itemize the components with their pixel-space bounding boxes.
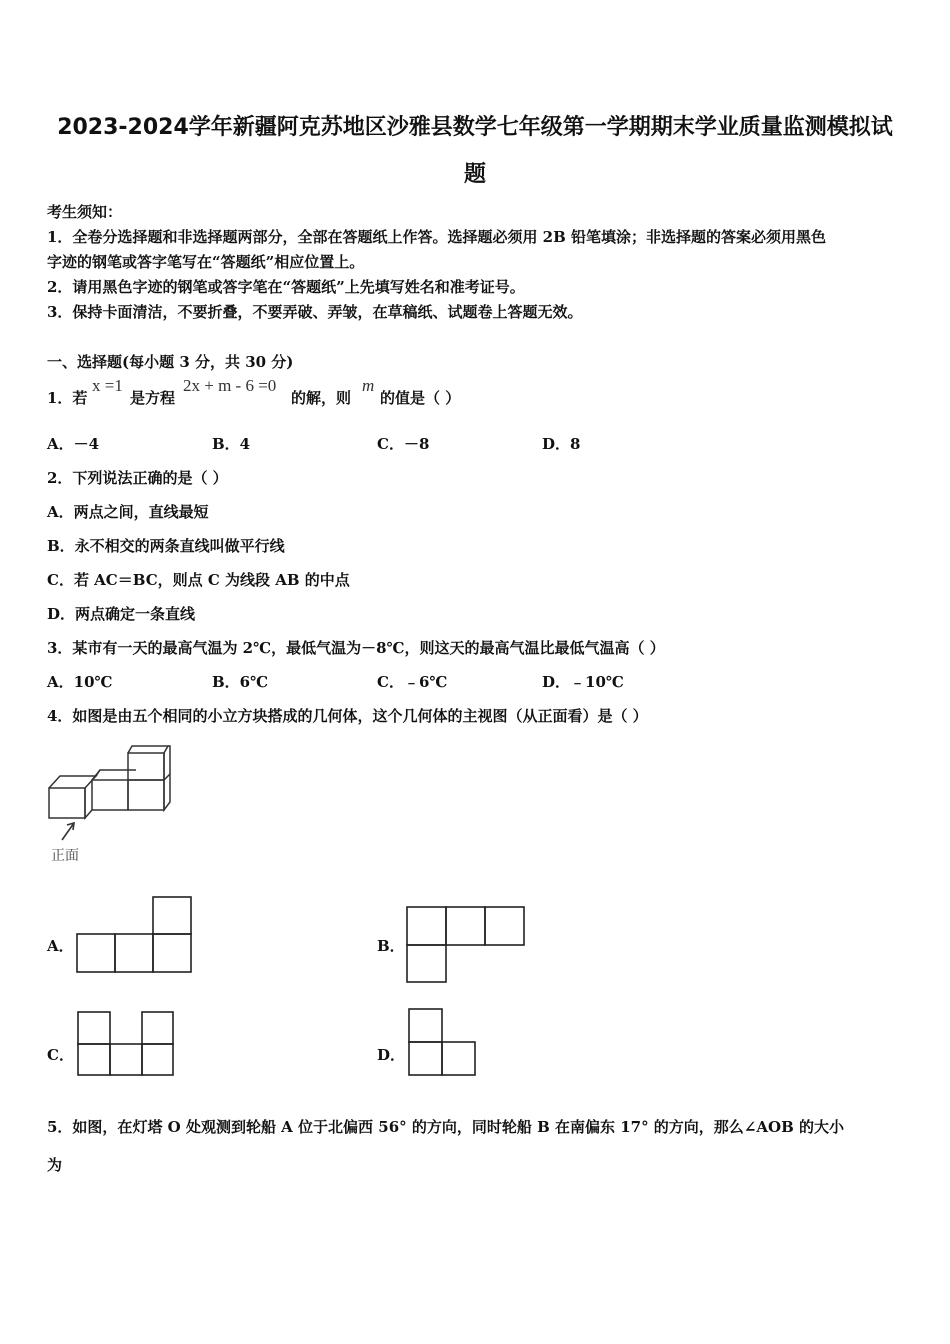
q4-option-b-figure[interactable] xyxy=(405,905,529,985)
q4-option-c-label[interactable]: C． xyxy=(47,1046,74,1064)
front-arrow-icon xyxy=(62,823,74,840)
q3-option-b[interactable]: B．6℃ xyxy=(212,673,269,691)
q1-option-c[interactable]: C．－8 xyxy=(377,435,430,453)
q2-option-a[interactable]: A．两点之间，直线最短 xyxy=(47,503,209,521)
section-heading: 一、选择题(每小题 3 分，共 30 分) xyxy=(47,353,294,371)
q3-option-d[interactable]: D．﹣10℃ xyxy=(542,673,624,691)
q3-option-a[interactable]: A．10℃ xyxy=(47,673,113,691)
notice-heading: 考生须知： xyxy=(47,203,123,221)
q1-mid: 是方程 xyxy=(130,389,176,407)
q4-option-d-figure[interactable] xyxy=(407,1007,479,1079)
q4-stem: 4．如图是由五个相同的小立方块搭成的几何体，这个几何体的主视图（从正面看）是（ ） xyxy=(47,707,648,725)
q2-option-b[interactable]: B．永不相交的两条直线叫做平行线 xyxy=(47,537,285,555)
q4-cube-figure xyxy=(40,740,190,870)
front-label: 正面 xyxy=(51,848,79,864)
q4-option-a-label[interactable]: A． xyxy=(47,937,74,955)
notice-line-2: 2．请用黑色字迹的钢笔或答字笔在“答题纸”上先填写姓名和准考证号。 xyxy=(47,278,525,296)
q1-math-x-equals-1: x =1 xyxy=(92,376,123,395)
q3-option-c[interactable]: C．﹣6℃ xyxy=(377,673,448,691)
notice-line-1b: 字迹的钢笔或答字笔写在“答题纸”相应位置上。 xyxy=(47,253,365,271)
q2-stem: 2．下列说法正确的是（ ） xyxy=(47,469,228,487)
q1-mid2: 的解，则 xyxy=(291,389,352,407)
q2-option-c[interactable]: C．若 AC＝BC，则点 C 为线段 AB 的中点 xyxy=(47,571,350,589)
notice-line-3: 3．保持卡面清洁，不要折叠，不要弄破、弄皱，在草稿纸、试题卷上答题无效。 xyxy=(47,303,583,321)
q5-stem-line2: 为 xyxy=(47,1156,63,1174)
q1-option-b[interactable]: B．4 xyxy=(212,435,251,453)
q1-math-m: m xyxy=(362,376,375,395)
q1-option-d[interactable]: D．8 xyxy=(542,435,581,453)
notice-line-1: 1．全卷分选择题和非选择题两部分，全部在答题纸上作答。选择题必须用 2B 铅笔填涂；非选择题的答案必须用黑色 xyxy=(47,228,827,246)
q1-prefix: 1．若 xyxy=(47,389,88,407)
page-title-continued: 题 xyxy=(463,162,486,187)
q4-option-c-figure[interactable] xyxy=(76,1010,176,1078)
q1-suffix: 的值是（ ） xyxy=(380,389,461,407)
q5-stem-line1: 5．如图，在灯塔 O 处观测到轮船 A 位于北偏西 56° 的方向，同时轮船 B 在南偏东 17° 的方向，那么∠AOB 的大小 xyxy=(47,1118,844,1136)
q4-option-a-figure[interactable] xyxy=(75,896,195,976)
q2-option-d[interactable]: D．两点确定一条直线 xyxy=(47,605,196,623)
q1-option-a[interactable]: A．－4 xyxy=(47,435,100,453)
page-title: 2023-2024学年新疆阿克苏地区沙雅县数学七年级第一学期期末学业质量监测模拟试 xyxy=(57,115,893,140)
q4-option-d-label[interactable]: D． xyxy=(377,1046,406,1064)
q1-math-equation: 2x + m - 6 =0 xyxy=(183,376,277,395)
cube-stack-drawing xyxy=(49,746,170,818)
q3-stem: 3．某市有一天的最高气温为 2℃，最低气温为－8℃，则这天的最高气温比最低气温高（ ） xyxy=(47,639,665,657)
q4-option-b-label[interactable]: B． xyxy=(377,937,405,955)
